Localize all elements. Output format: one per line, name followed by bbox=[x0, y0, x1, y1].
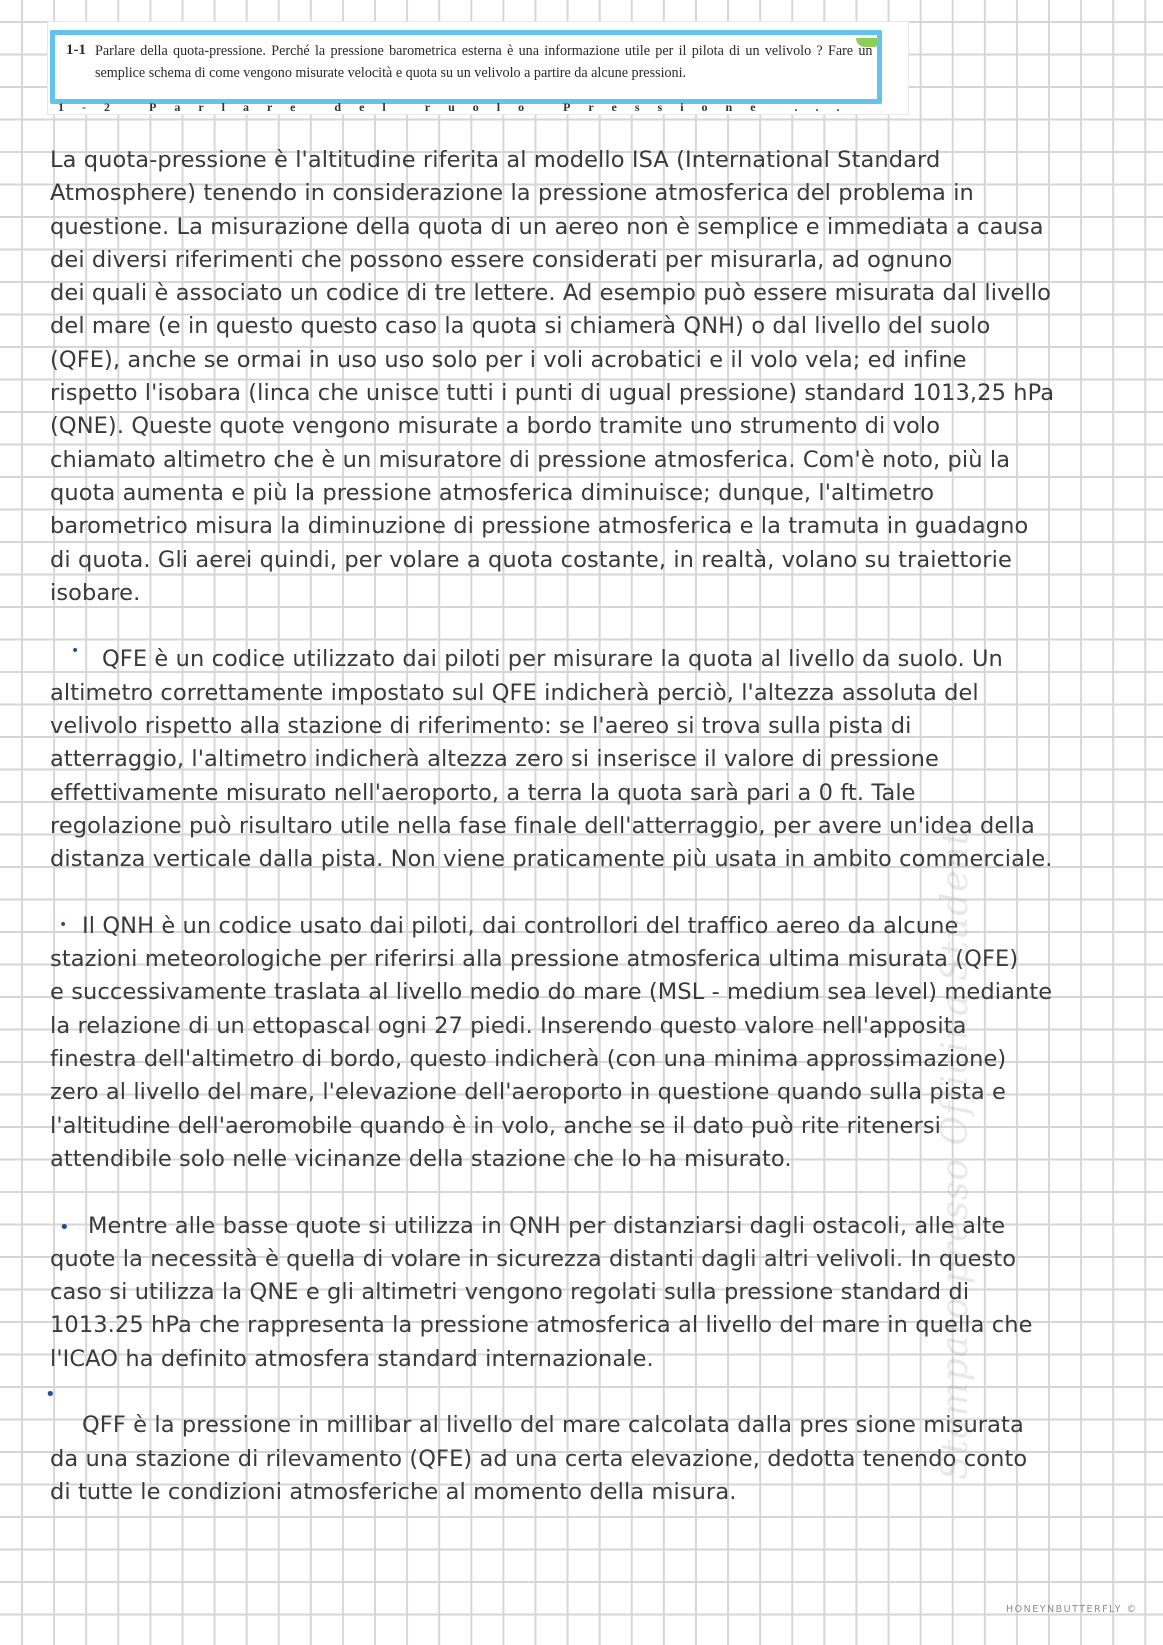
paragraph-intro bbox=[50, 144, 1150, 610]
text-line: l'altitudine dell'aeromobile quando è in volo, anche se il dato può rite ritenersi bbox=[50, 1112, 942, 1139]
text-line: di tutte le condizioni atmosferiche al momento della misura. bbox=[50, 1478, 737, 1505]
bullet-dot-icon: • bbox=[59, 1216, 70, 1238]
blank-line bbox=[50, 1376, 1150, 1409]
question-image bbox=[48, 22, 908, 114]
text-line: quota aumenta e più la pressione atmosferica diminuisce; dunque, l'altimetro bbox=[50, 479, 935, 506]
watermark: Stampato presso Officina Studenti bbox=[935, 817, 976, 1480]
text-line: (QFE), anche se ormai in uso uso solo per i voli acrobatici e il volo vela; ed infine bbox=[50, 346, 967, 373]
blank-line bbox=[50, 610, 1150, 643]
text-line: quote la necessità è quella di volare in sicurezza distanti dagli altri velivoli. In questo bbox=[50, 1245, 1017, 1272]
paragraph-qfe bbox=[50, 643, 1150, 876]
text-line bbox=[50, 1210, 1150, 1243]
text-line: rispetto l'isobara (linca che unisce tutti i punti di ugual pressione) standard 1013,25 hPa bbox=[50, 380, 1055, 407]
text-line: distanza verticale dalla pista. Non viene praticamente più usata in ambito commerciale. bbox=[50, 846, 1053, 873]
text-line: stazioni meteorologiche per riferirsi alla pressione atmosferica ultima misurata (QFE) bbox=[50, 946, 1019, 973]
text-line bbox=[50, 910, 1150, 943]
line-text: Mentre alle basse quote si utilizza in QNH per distanziarsi dagli ostacoli, alle alte bbox=[88, 1212, 1006, 1239]
text-line: effettivamente misurato nell'aeroporto, a terra la quota sarà pari a 0 ft. Tale bbox=[50, 779, 916, 806]
text-line: dei diversi riferimenti che possono essere considerati per misurarla, ad ognuno bbox=[50, 246, 953, 273]
text-line: attendibile solo nelle vicinanze della stazione che lo ha misurato. bbox=[50, 1145, 792, 1172]
text-line: 1013.25 hPa che rappresenta la pressione atmosferica al livello del mare in quella che bbox=[50, 1312, 1033, 1339]
text-line: di quota. Gli aerei quindi, per volare a quota costante, in realtà, volano su traiettorie bbox=[50, 546, 1012, 573]
text-line: dei quali è associato un codice di tre lettere. Ad esempio può essere misurata dal livello bbox=[50, 280, 1052, 307]
text-line: altimetro correttamente impostato sul QFE indicherà perciò, l'altezza assoluta del bbox=[50, 679, 979, 706]
text-line: barometrico misura la diminuzione di pressione atmosferica e la tramuta in guadagno bbox=[50, 513, 1029, 540]
notes-body bbox=[45, 144, 1150, 1509]
text-line: isobare. bbox=[50, 579, 141, 606]
text-line: la relazione di un ettopascal ogni 27 piedi. Inserendo questo valore nell'apposita bbox=[50, 1012, 967, 1039]
text-line: zero al livello del mare, l'elevazione dell'aeroporto in questione quando sulla pista e bbox=[50, 1079, 1006, 1106]
text-line: (QNE). Queste quote vengono misurate a bordo tramite uno strumento di volo bbox=[50, 413, 941, 440]
bullet-dot-icon: • bbox=[45, 1384, 56, 1406]
text-line: finestra dell'altimetro di bordo, questo indicherà (con una minima approssimazione) bbox=[50, 1046, 1007, 1073]
question-number: 1-1 bbox=[66, 42, 86, 58]
text-line: velivolo rispetto alla stazione di riferimento: se l'aereo si trova sulla pista di bbox=[50, 713, 912, 740]
text-line bbox=[45, 1384, 1150, 1442]
line-text: Il QNH è un codice usato dai piloti, dai controllori del traffico aereo da alcune bbox=[82, 912, 959, 939]
question-cut-off-text: 1-2 Parlare del ruolo Pressione ... bbox=[58, 100, 858, 114]
text-line: del mare (e in questo questo caso la quota si chiamerà QNH) o dal livello del suolo bbox=[50, 313, 991, 340]
paragraph-qnh bbox=[50, 910, 1150, 1176]
paragraph-qne bbox=[50, 1210, 1150, 1376]
question-text: Parlare della quota-pressione. Perché la pressione barometrica esterna è una informazione utile per il pilota di un velivolo ? Fare un semplice schema di come vengono misurate velocità e quota su un velivolo a partire da alcune pressioni. bbox=[95, 42, 873, 81]
text-line bbox=[50, 643, 1150, 676]
line-text: QFF è la pressione in millibar al livello del mare calcolata dalla pres sione misurata bbox=[82, 1412, 1024, 1439]
paragraph-qff bbox=[45, 1384, 1150, 1509]
text-line: da una stazione di rilevamento (QFE) ad una certa elevazione, dedotta tenendo conto bbox=[50, 1445, 1028, 1472]
text-line: caso si utilizza la QNE e gli altimetri vengono regolati sulla pressione standard di bbox=[50, 1279, 970, 1306]
blank-line bbox=[50, 1176, 1150, 1209]
text-line: Atmosphere) tenendo in considerazione la pressione atmosferica del problema in bbox=[50, 180, 974, 207]
bullet-dot-icon: • bbox=[59, 916, 68, 933]
text-line: l'ICAO ha definito atmosfera standard internazionale. bbox=[50, 1345, 654, 1372]
text-line: e successivamente traslata al livello medio do mare (MSL - medium sea level) mediante bbox=[50, 979, 1053, 1006]
line-text: QFE è un codice utilizzato dai piloti per misurare la quota al livello da suolo. Un bbox=[102, 646, 1003, 673]
bullet-dot-icon: • bbox=[71, 643, 80, 660]
blank-line bbox=[50, 877, 1150, 910]
footer-signature: HONEYNBUTTERFLY © bbox=[1006, 1604, 1138, 1615]
text-line: chiamato altimetro che è un misuratore di pressione atmosferica. Com'è noto, più la bbox=[50, 446, 1011, 473]
text-line: atterraggio, l'altimetro indicherà altezza zero si inserisce il valore di pressione bbox=[50, 746, 939, 773]
text-line: questione. La misurazione della quota di un aereo non è semplice e immediata a causa bbox=[50, 213, 1044, 240]
text-line: regolazione può risultaro utile nella fase finale dell'atterraggio, per avere un'idea della bbox=[50, 812, 1035, 839]
text-line: La quota-pressione è l'altitudine riferita al modello ISA (International Standard bbox=[50, 147, 941, 173]
